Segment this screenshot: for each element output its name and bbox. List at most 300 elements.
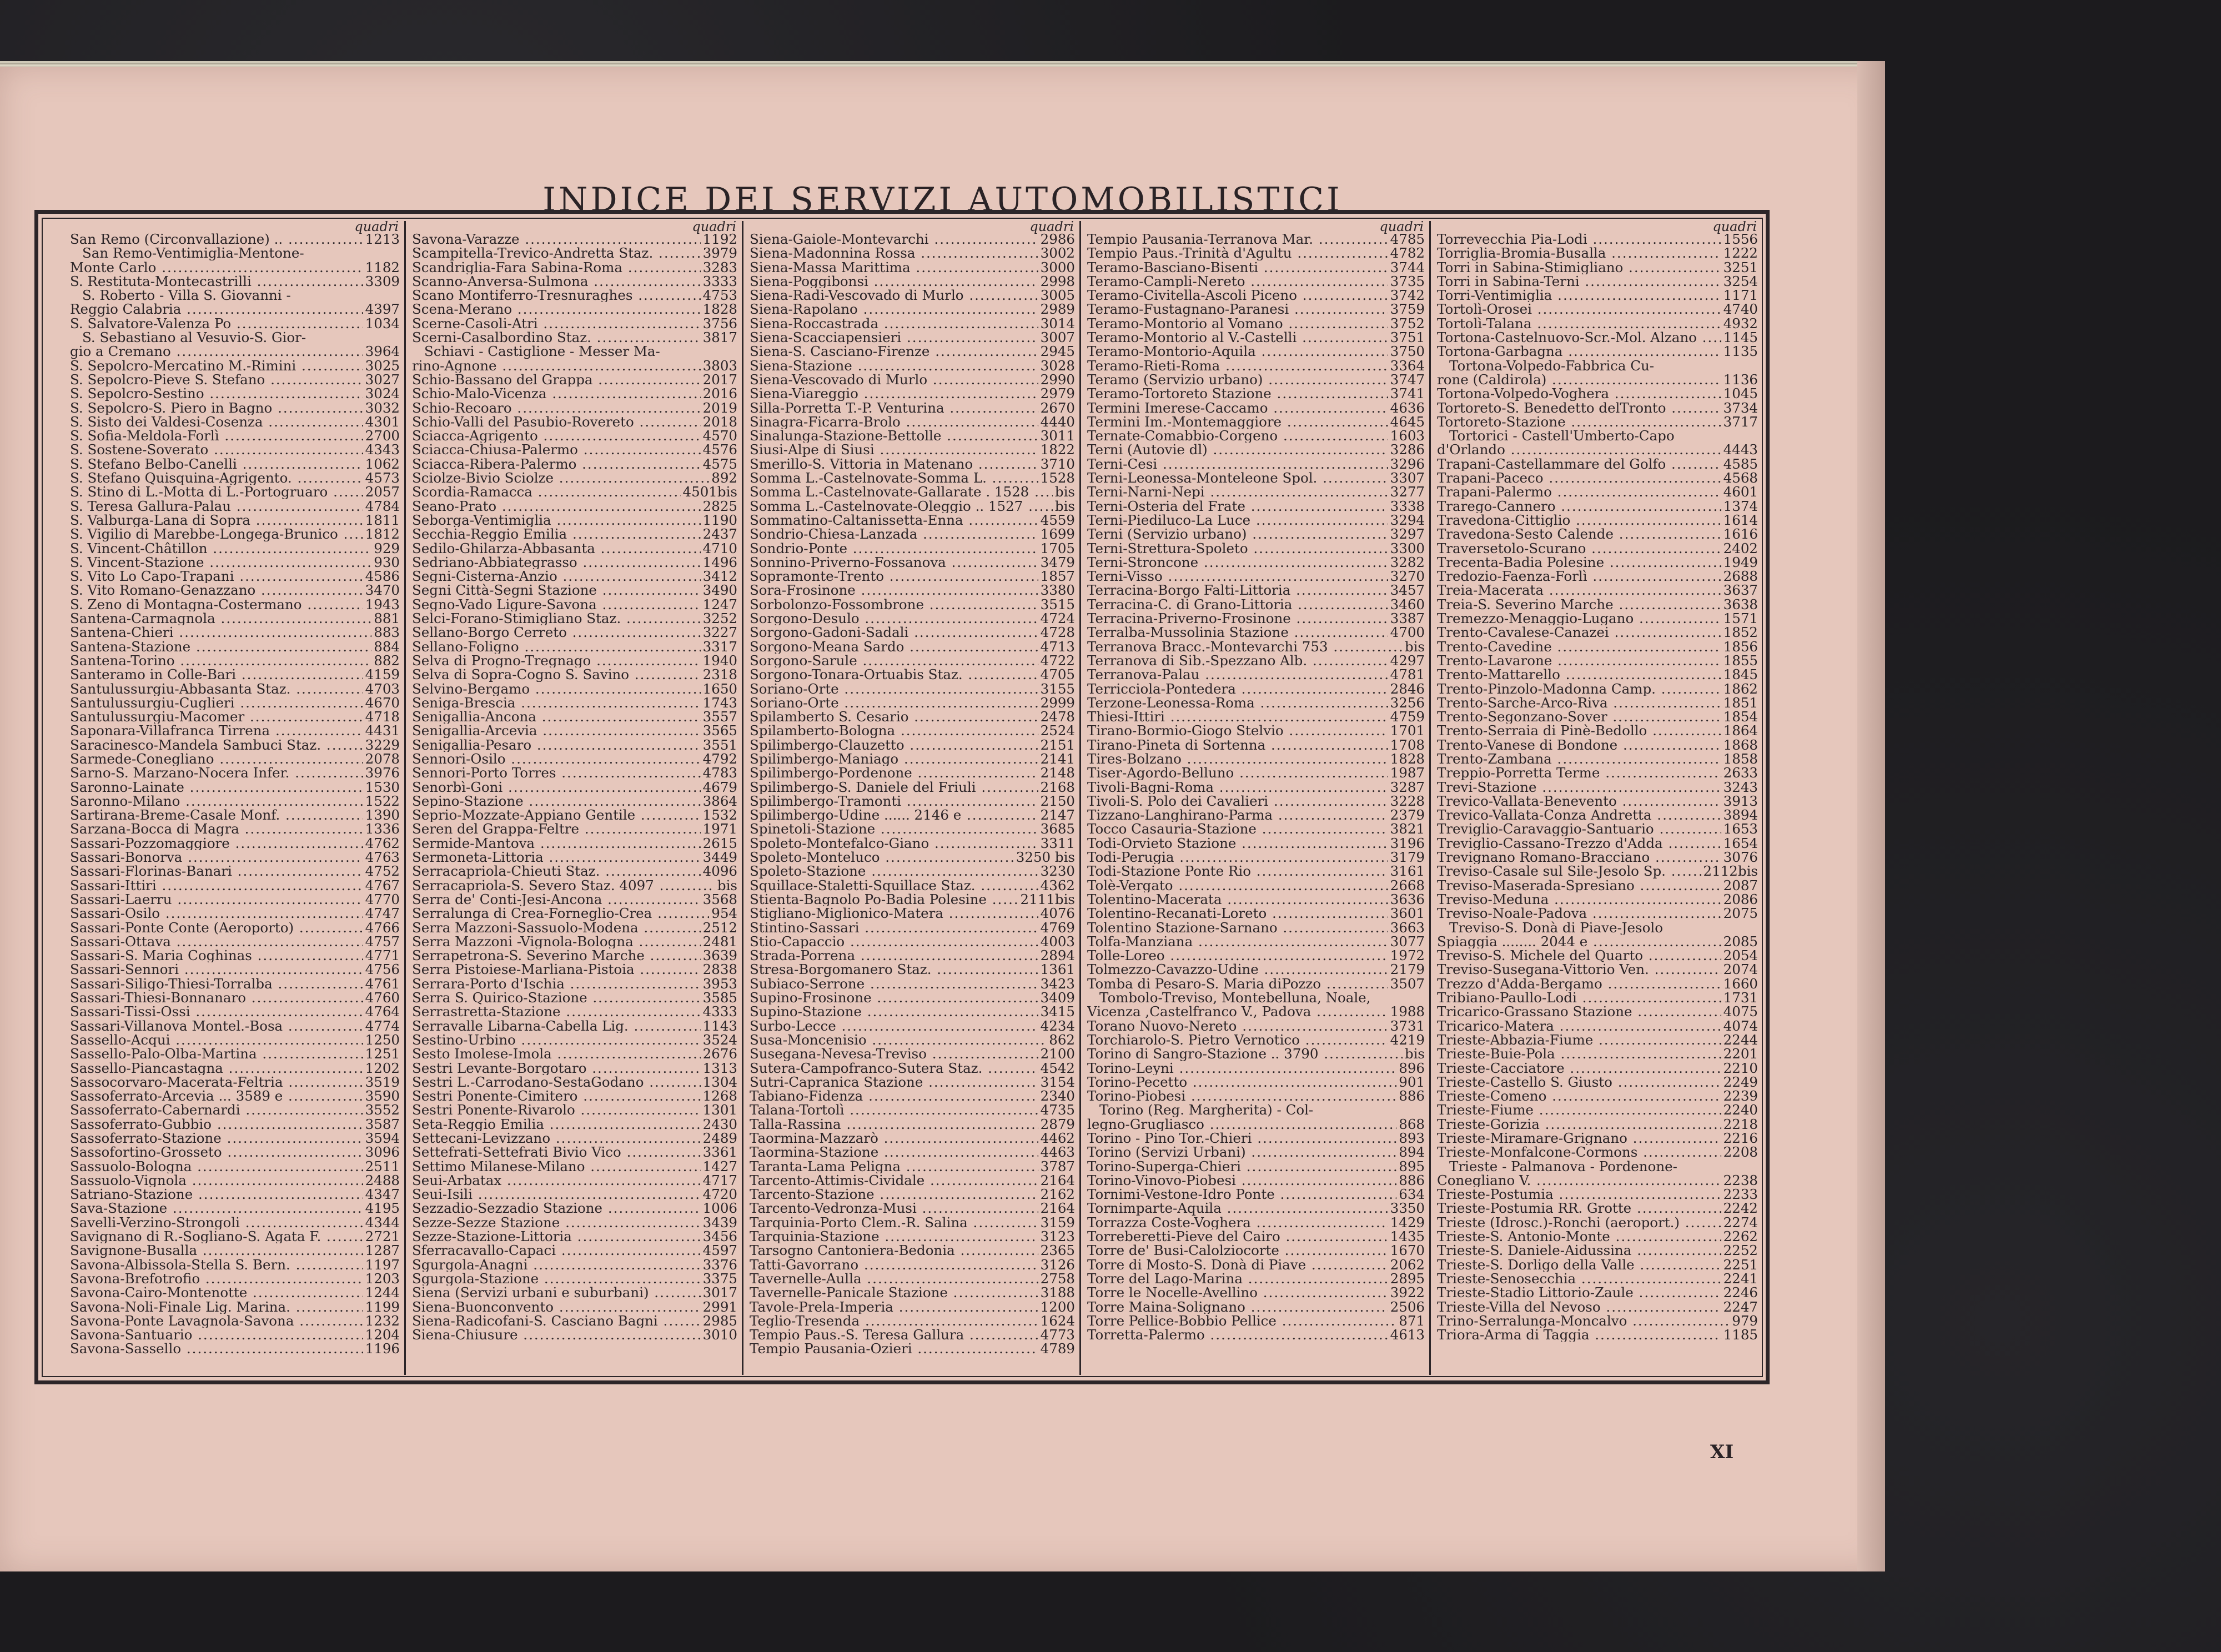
entry-table-number: 3250 bis [1016, 849, 1075, 866]
entry-route: Sassari-Ponte Conte (Aeroporto) ..... [70, 921, 363, 935]
index-entry [1083, 794, 1428, 808]
entry-route: Sinagra-Ficarra-Brolo ..... [750, 415, 1038, 429]
entry-route: Trieste-Buie-Pola ..... [1437, 1047, 1721, 1061]
entry-route: Treviso-Noale-Padova ..... [1437, 906, 1721, 920]
entry-table-number: 1864 [1723, 722, 1758, 739]
entry-table-number: 3154 [1040, 1073, 1075, 1090]
index-entry [408, 892, 741, 906]
index-entry [66, 696, 403, 710]
index-entry [408, 1005, 741, 1018]
entry-route: Siena-Chiusure ..... [412, 1328, 701, 1342]
entry-route: Serra Mazzoni-Sassuolo-Modena ..... [412, 921, 701, 935]
entry-table-number: 3457 [1390, 582, 1425, 599]
entry-route: Tires-Bolzano ..... [1087, 752, 1388, 766]
entry-route: Treviso-Maserada-Spresiano ..... [1437, 878, 1721, 892]
index-entry [745, 429, 1078, 443]
entry-table-number: 3744 [1390, 259, 1425, 275]
entry-table-number: 886 [1399, 1088, 1425, 1104]
entry-route: Teramo-Fustagnano-Paranesi ..... [1087, 302, 1388, 316]
entry-route: S. Stefano Belbo-Canelli ..... [70, 457, 363, 471]
index-entry [745, 1286, 1078, 1299]
entry-table-number: 3470 [365, 582, 400, 599]
entry-route: Taranta-Lama Peligna ..... [750, 1159, 1038, 1173]
index-entry [408, 401, 741, 415]
entry-table-number: bis [1404, 1046, 1425, 1062]
entry-table-number: 1244 [365, 1284, 400, 1301]
entry-route: Sferracavallo-Capaci ..... [412, 1243, 701, 1257]
entry-route: Triora-Arma di Taggia ..... [1437, 1328, 1721, 1342]
entry-route: Trieste-Senosecchia ..... [1437, 1272, 1721, 1286]
entry-route: Siena-Massa Marittima ..... [750, 260, 1038, 274]
entry-route: Soriano-Orte ..... [750, 682, 1038, 696]
entry-table-number: 4076 [1040, 905, 1075, 922]
entry-route: Terni-Leonessa-Monteleone Spol. ..... [1087, 471, 1388, 485]
entry-route: Torre de' Busi-Calolziocorte ..... [1087, 1243, 1388, 1257]
index-entry [1083, 1258, 1428, 1272]
entry-route: Siena-Vescovado di Murlo ..... [750, 373, 1038, 386]
entry-route: Tempio Pausania-Terranova Mar. ..... [1087, 232, 1388, 246]
entry-table-number: 3519 [365, 1073, 400, 1090]
index-entry [66, 401, 403, 415]
index-entry [1083, 921, 1428, 935]
entry-route: Trieste (Idrosc.)-Ronchi (aeroport.) ..... [1437, 1216, 1721, 1229]
entry-table-number: 2019 [702, 399, 737, 416]
entry-table-number: 1496 [702, 554, 737, 570]
index-entry [408, 1286, 741, 1299]
entry-table-number: 3376 [702, 1256, 737, 1273]
entry-table-number: 3096 [365, 1144, 400, 1161]
entry-route: Santena-Carmagnola ..... [70, 611, 371, 625]
index-entry [1433, 246, 1761, 260]
entry-route: San Remo (Circonvallazione) .. ..... [70, 232, 363, 246]
index-entry [66, 232, 403, 246]
entry-table-number: 1845 [1723, 666, 1758, 683]
entry-table-number: 1852 [1723, 624, 1758, 641]
index-entry [66, 625, 403, 639]
entry-route: Tortolì-Talana ..... [1437, 317, 1721, 330]
entry-table-number: 3953 [702, 975, 737, 992]
entry-table-number: 1857 [1040, 568, 1075, 585]
entry-route: Todi-Stazione Ponte Rio ..... [1087, 864, 1388, 878]
index-entry [745, 1328, 1078, 1342]
entry-table-number: 2210 [1723, 1060, 1758, 1076]
entry-route: Trieste-Miramare-Grignano ..... [1437, 1131, 1721, 1145]
index-entry [1083, 780, 1428, 794]
entry-route: Senigallia-Ancona ..... [412, 710, 701, 724]
entry-route: Trevi-Stazione ..... [1437, 780, 1721, 794]
entry-table-number: 4722 [1040, 652, 1075, 669]
index-entry [408, 906, 741, 920]
entry-table-number: 3007 [1040, 329, 1075, 346]
entry-route: Trento-Serraia di Pinè-Bedollo ..... [1437, 724, 1721, 737]
index-entry [1083, 246, 1428, 260]
index-entry [66, 485, 403, 499]
index-entry [1433, 1328, 1761, 1342]
entry-route: Tortoreto-Stazione ..... [1437, 415, 1721, 429]
entry-route: Terni-Cesi ..... [1087, 457, 1388, 471]
entry-route: Travedona-Sesto Calende ..... [1437, 527, 1721, 541]
index-entry [745, 1272, 1078, 1286]
index-entry [408, 878, 741, 892]
entry-table-number: 2318 [702, 666, 737, 683]
entry-table-number: 1868 [1723, 736, 1758, 753]
index-entry [1433, 1216, 1761, 1229]
entry-route: Torri-Ventimiglia ..... [1437, 288, 1721, 302]
entry-table-number: 3964 [365, 343, 400, 360]
entry-route: Santulussurgiu-Cuglieri ..... [70, 696, 363, 710]
entry-route: S. Vito Lo Capo-Trapani ..... [70, 569, 363, 583]
entry-table-number: 3663 [1390, 919, 1425, 936]
entry-table-number: 2162 [1040, 1186, 1075, 1203]
entry-route: Taormina-Stazione ..... [750, 1145, 1038, 1159]
index-entry [66, 597, 403, 611]
entry-route: Tombolo-Treviso, Montebelluna, Noale, [1099, 991, 1371, 1005]
index-entry [1433, 513, 1761, 527]
entry-table-number: 4771 [365, 947, 400, 964]
index-entry [408, 948, 741, 962]
index-entry [66, 443, 403, 456]
entry-route: Treviglio-Caravaggio-Santuario ..... [1437, 822, 1721, 836]
entry-table-number: 1136 [1723, 371, 1758, 388]
index-entry [408, 499, 741, 513]
entry-table-number: 2512 [702, 919, 737, 936]
entry-table-number: 2247 [1723, 1298, 1758, 1315]
entry-table-number: 4756 [365, 961, 400, 978]
entry-table-number: 3005 [1040, 287, 1075, 304]
index-entry [745, 597, 1078, 611]
entry-table-number: 884 [374, 638, 400, 655]
index-entry [66, 977, 403, 991]
entry-route: Trezzo d'Adda-Bergamo ..... [1437, 977, 1721, 991]
entry-route: Tirano-Bormio-Giogo Stelvio ..... [1087, 724, 1388, 737]
entry-table-number: 1858 [1723, 750, 1758, 767]
index-entry [1433, 1075, 1761, 1089]
index-entry [1083, 696, 1428, 710]
entry-table-number: 3412 [702, 568, 737, 585]
index-entry [1433, 1089, 1761, 1103]
entry-table-number: 4397 [365, 301, 400, 318]
entry-route: Sutri-Capranica Stazione ..... [750, 1075, 1038, 1089]
entry-route: Scerne-Casoli-Atri ..... [412, 317, 701, 330]
entry-route: Sezze-Stazione-Littoria ..... [412, 1229, 701, 1243]
entry-route: Teramo-Tortoreto Stazione ..... [1087, 386, 1388, 400]
index-entry [1083, 1187, 1428, 1201]
entry-table-number: 4636 [1390, 399, 1425, 416]
index-entry [66, 555, 403, 569]
entry-table-number: 4740 [1723, 301, 1758, 318]
entry-route: Tricarico-Matera ..... [1437, 1019, 1721, 1033]
index-entry [1433, 1187, 1761, 1201]
column-header-quadri: quadri [1712, 221, 1757, 234]
entry-table-number: 4601 [1723, 484, 1758, 500]
index-entry [1433, 1229, 1761, 1243]
entry-route: Sassuolo-Vignola ..... [70, 1173, 363, 1187]
entry-table-number: 2979 [1040, 385, 1075, 402]
index-entry [408, 1229, 741, 1243]
entry-table-number: 3735 [1390, 273, 1425, 289]
entry-route: Savona-Albissola-Stella S. Bern. ..... [70, 1258, 363, 1272]
entry-route: Sassello-Acqui ..... [70, 1033, 363, 1047]
entry-route: Scano Montiferro-Tresnuraghes ..... [412, 288, 701, 302]
index-entry [745, 1075, 1078, 1089]
entry-route: Savona-Noli-Finale Lig. Marina. ..... [70, 1300, 363, 1314]
index-entry [745, 359, 1078, 373]
entry-table-number: 4762 [365, 835, 400, 851]
entry-route: Torino (Servizi Urbani) ..... [1087, 1145, 1396, 1159]
index-entry [408, 780, 741, 794]
index-entry [66, 260, 403, 274]
index-entry [1433, 921, 1761, 935]
index-entry [1433, 724, 1761, 737]
entry-route: Tribiano-Paullo-Lodi ..... [1437, 991, 1721, 1005]
entry-table-number: 4597 [702, 1242, 737, 1259]
entry-route: Settimo Milanese-Milano ..... [412, 1159, 701, 1173]
entry-table-number: 3456 [702, 1228, 737, 1245]
entry-route: gio a Cremano ..... [70, 344, 363, 358]
entry-table-number: 4362 [1040, 877, 1075, 893]
entry-route: Stintino-Sassari ..... [750, 921, 1038, 935]
index-entry [745, 541, 1078, 555]
entry-route: Torreberetti-Pieve del Cairo ..... [1087, 1229, 1388, 1243]
entry-route: Sepino-Stazione ..... [412, 794, 701, 808]
entry-table-number: 4785 [1390, 231, 1425, 247]
entry-table-number: 1247 [702, 596, 737, 612]
index-entry [1433, 977, 1761, 991]
entry-route: Sestri Levante-Borgotaro ..... [412, 1061, 701, 1075]
entry-route: Susa-Moncenisio ..... [750, 1033, 1047, 1047]
entry-table-number: 1708 [1390, 736, 1425, 753]
entry-table-number: 3976 [365, 765, 400, 781]
entry-route: Serrastretta-Stazione ..... [412, 1005, 701, 1018]
index-entry [1433, 485, 1761, 499]
index-entry [66, 1328, 403, 1342]
index-entry [1083, 401, 1428, 415]
index-entry [1433, 597, 1761, 611]
index-entry [1083, 1145, 1428, 1159]
index-entry [1433, 625, 1761, 639]
index-entry [408, 1300, 741, 1314]
index-entry [408, 752, 741, 766]
entry-route: Trieste-Abbazia-Fiume ..... [1437, 1033, 1721, 1047]
entry-route: S. Vincent-Châtillon ..... [70, 541, 371, 555]
entry-table-number: 1705 [1040, 540, 1075, 556]
index-entry [745, 1342, 1078, 1355]
entry-table-number: 3307 [1390, 470, 1425, 486]
index-entry [408, 330, 741, 344]
index-entry [1083, 962, 1428, 976]
index-entry [745, 1061, 1078, 1075]
index-entry [745, 401, 1078, 415]
index-entry [66, 864, 403, 878]
entry-route: Seui-Isili ..... [412, 1187, 701, 1201]
entry-table-number: 3010 [702, 1327, 737, 1343]
index-entry [66, 302, 403, 316]
entry-table-number: 4559 [1040, 511, 1075, 528]
entry-table-number: 4462 [1040, 1130, 1075, 1146]
index-entry [1433, 878, 1761, 892]
entry-table-number: 1822 [1040, 441, 1075, 458]
entry-table-number: 4679 [702, 779, 737, 795]
entry-table-number: 3922 [1390, 1284, 1425, 1301]
entry-table-number: 3817 [702, 329, 737, 346]
entry-route: S. Vincent-Stazione ..... [70, 555, 371, 569]
index-entry [66, 654, 403, 667]
index-entry [66, 471, 403, 485]
index-entry [1433, 948, 1761, 962]
entry-route: Tizzano-Langhirano-Parma ..... [1087, 808, 1388, 822]
index-entry [408, 471, 741, 485]
entry-table-number: 3364 [1390, 357, 1425, 374]
entry-route: Sezzadio-Sezzadio Stazione ..... [412, 1201, 701, 1215]
entry-route: Sassari-Siligo-Thiesi-Torralba ..... [70, 977, 363, 991]
index-entry [745, 724, 1078, 737]
index-entry [745, 1131, 1078, 1145]
index-entry [408, 1173, 741, 1187]
entry-route: Sciacca-Chiusa-Palermo ..... [412, 443, 701, 456]
entry-route: Torri in Sabina-Terni ..... [1437, 274, 1721, 288]
index-entry [1083, 471, 1428, 485]
entry-table-number: 2244 [1723, 1031, 1758, 1048]
entry-route: Sedriano-Abbiategrasso ..... [412, 555, 701, 569]
entry-table-number: 4703 [365, 680, 400, 697]
index-entry [1083, 667, 1428, 681]
index-entry [1433, 1145, 1761, 1159]
index-entry [1433, 836, 1761, 850]
index-entry [1433, 1005, 1761, 1018]
column-header-quadri: quadri [354, 221, 399, 234]
index-entry [66, 1286, 403, 1299]
index-entry [408, 724, 741, 737]
index-entry [408, 654, 741, 667]
index-entry [408, 597, 741, 611]
index-entry [1083, 1005, 1428, 1018]
entry-route: Sciolze-Bivio Sciolze ..... [412, 471, 709, 485]
entry-table-number: 3439 [702, 1214, 737, 1231]
index-entry [1083, 415, 1428, 429]
entry-route: Segni Città-Segni Stazione ..... [412, 583, 701, 597]
index-entry [408, 738, 741, 752]
entry-route: Tolè-Vergato ..... [1087, 878, 1388, 892]
entry-table-number: 1301 [702, 1102, 737, 1118]
index-entry [408, 1314, 741, 1328]
entry-route: Trento-Vanese di Bondone ..... [1437, 738, 1721, 752]
index-entry [745, 1173, 1078, 1187]
index-entry [408, 344, 741, 358]
index-entry [745, 499, 1078, 513]
index-entry [408, 246, 741, 260]
entry-route: Torino-Piobesi ..... [1087, 1089, 1396, 1103]
entry-route: Siena-Buonconvento ..... [412, 1300, 701, 1314]
entry-route: Tricarico-Grassano Stazione ..... [1437, 1005, 1721, 1018]
index-entry [1083, 527, 1428, 541]
index-entry [745, 1187, 1078, 1201]
entry-table-number: 3515 [1040, 596, 1075, 612]
index-entry [408, 443, 741, 456]
entry-route: Trento-Mattarello ..... [1437, 667, 1721, 681]
entry-route: Serra S. Quirico-Stazione ..... [412, 991, 701, 1005]
entry-route: Tiser-Agordo-Belluno ..... [1087, 766, 1388, 780]
entry-route: Senigallia-Arcevia ..... [412, 724, 701, 737]
entry-route: Serrapetrona-S. Severino Marche ..... [412, 948, 701, 962]
entry-table-number: 4773 [1040, 1327, 1075, 1343]
entry-table-number: 3601 [1390, 905, 1425, 922]
entry-table-number: 4003 [1040, 933, 1075, 950]
entry-table-number: 1304 [702, 1073, 737, 1090]
index-entry [1083, 640, 1428, 654]
entry-table-number: 1222 [1723, 245, 1758, 262]
entry-table-number: 3002 [1040, 245, 1075, 262]
entry-route: Sassari-Thiesi-Bonnanaro ..... [70, 991, 363, 1005]
entry-route: Tolentino Stazione-Sarnano ..... [1087, 921, 1388, 935]
entry-table-number: 2216 [1723, 1130, 1758, 1146]
index-column-5 [1433, 221, 1761, 1375]
entry-route: Teramo-Civitella-Ascoli Piceno ..... [1087, 288, 1388, 302]
index-entry [1433, 864, 1761, 878]
entry-route: Sassello-Piancastagna ..... [70, 1061, 363, 1075]
entry-route: Trino-Serralunga-Moncalvo ..... [1437, 1314, 1730, 1328]
entry-table-number: 1972 [1390, 947, 1425, 964]
entry-table-number: 4720 [702, 1186, 737, 1203]
entry-route: Sorgono-Gadoni-Sadali ..... [750, 625, 1038, 639]
index-entry [1433, 260, 1761, 274]
index-entry [745, 471, 1078, 485]
entry-table-number: 2262 [1723, 1228, 1758, 1245]
entry-table-number: 2100 [1040, 1046, 1075, 1062]
entry-route: Spilamberto S. Cesario ..... [750, 710, 1038, 724]
entry-table-number: 3639 [702, 947, 737, 964]
entry-route: Settecani-Levizzano ..... [412, 1131, 701, 1145]
index-entry [745, 415, 1078, 429]
index-entry [745, 1314, 1078, 1328]
index-entry [66, 1300, 403, 1314]
index-entry [745, 766, 1078, 780]
index-entry [1083, 317, 1428, 330]
entry-route: Tivoli-Bagni-Roma ..... [1087, 780, 1388, 794]
entry-table-number: 1624 [1040, 1312, 1075, 1329]
entry-table-number: 1192 [702, 231, 737, 247]
index-entry [1083, 1117, 1428, 1131]
entry-table-number: 3741 [1390, 385, 1425, 402]
index-entry [1083, 991, 1428, 1005]
index-entry [745, 1145, 1078, 1159]
entry-route: Saponara-Villafranca Tirrena ..... [70, 724, 363, 737]
index-entry [66, 822, 403, 836]
entry-route: Siena-Roccastrada ..... [750, 317, 1038, 330]
entry-table-number: 3710 [1040, 455, 1075, 472]
entry-route: Supino-Stazione ..... [750, 1005, 1038, 1018]
entry-route: Sgurgola-Stazione ..... [412, 1272, 701, 1286]
entry-table-number: 1145 [1723, 329, 1758, 346]
entry-table-number: 1185 [1723, 1327, 1758, 1343]
entry-table-number: 1268 [702, 1088, 737, 1104]
entry-table-number: 2879 [1040, 1116, 1075, 1132]
index-entry [745, 330, 1078, 344]
index-entry [408, 962, 741, 976]
entry-table-number: 1171 [1723, 287, 1758, 304]
index-entry [745, 443, 1078, 456]
index-entry [1083, 1201, 1428, 1215]
index-entry [66, 892, 403, 906]
index-entry [745, 780, 1078, 794]
entry-route: Torriglia-Bromia-Busalla ..... [1437, 246, 1721, 260]
entry-route: Tabiano-Fidenza ..... [750, 1089, 1038, 1103]
entry-route: Trevico-Vallata-Conza Andretta ..... [1437, 808, 1721, 822]
index-entry [66, 1187, 403, 1201]
page-title: INDICE DEI SERVIZI AUTOMOBILISTICI [542, 180, 1343, 219]
entry-route: Tolle-Loreo ..... [1087, 948, 1388, 962]
entry-route: Spiaggia ........ 2044 e ..... [1437, 935, 1721, 948]
index-entry [66, 274, 403, 288]
